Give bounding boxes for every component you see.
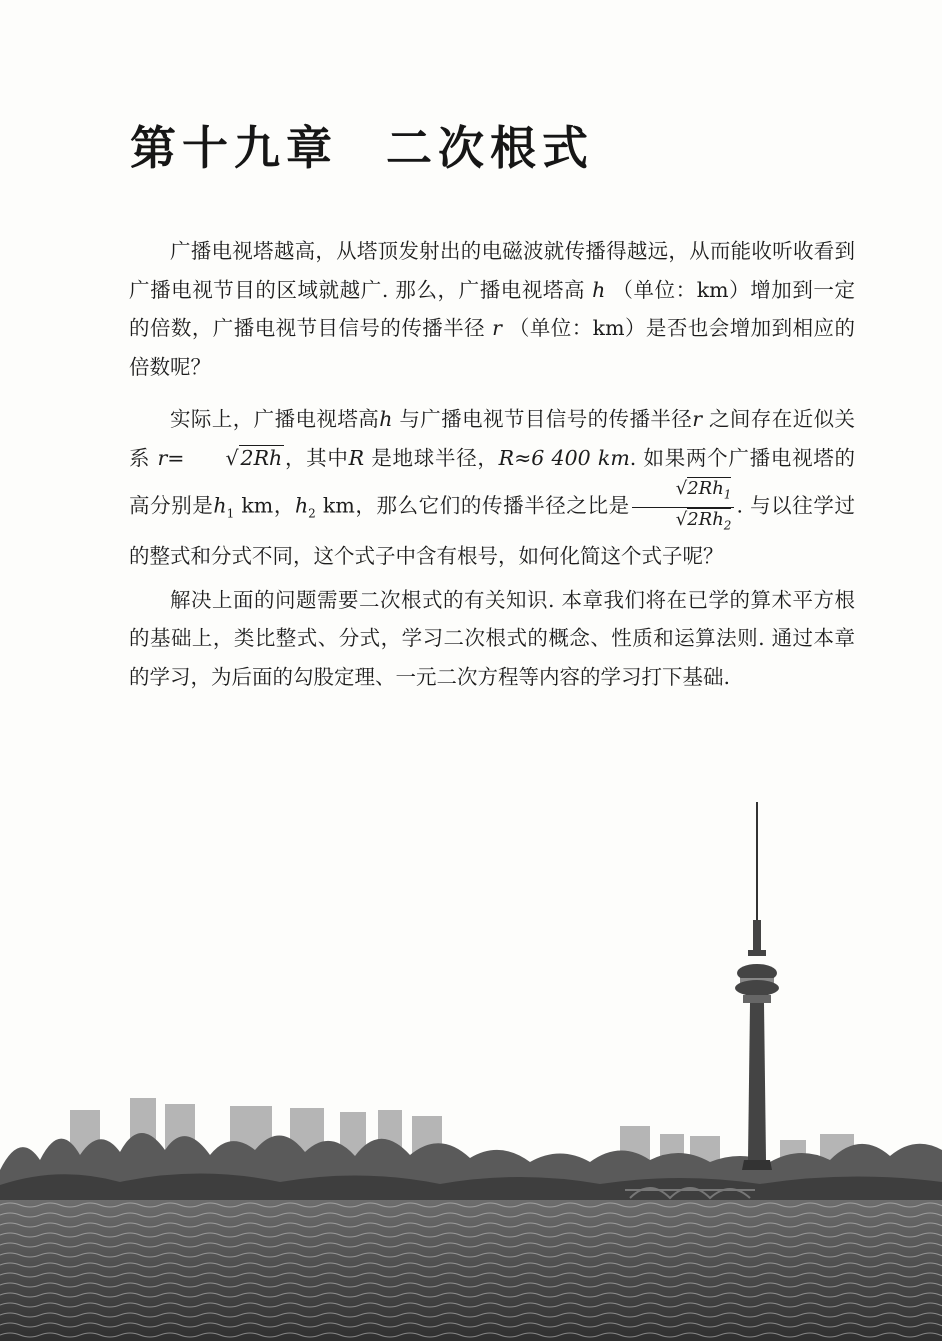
chapter-name: 二次根式 bbox=[386, 121, 594, 175]
sqrt-radicand: 2Rh bbox=[240, 445, 283, 470]
p2-text-a: 实际上，广播电视塔高 bbox=[170, 407, 380, 431]
var-r: r bbox=[492, 316, 502, 340]
tv-tower bbox=[735, 802, 779, 1170]
p2-text-e: 是地球半径， bbox=[371, 445, 499, 470]
var-h-2: h bbox=[379, 407, 393, 431]
var-h1: h bbox=[213, 493, 227, 518]
intro-paragraph-2 bbox=[129, 400, 855, 576]
lake-ripples bbox=[0, 1200, 942, 1341]
num-sub: 1 bbox=[723, 487, 732, 502]
p2-text-f: . 如果两个广播电视塔的高分别是 bbox=[129, 445, 856, 518]
var-R: R bbox=[348, 445, 365, 470]
num-radicand: 2Rh bbox=[687, 478, 724, 499]
p1-text-a: 广播电视塔越高，从塔顶发射出的电磁波就传播得越远，从而能收听收看到广播电视节目的区域就越广. 那么，广播电视塔高 bbox=[129, 239, 855, 302]
var-h2: h bbox=[294, 493, 309, 518]
earth-radius: R≈6 400 km bbox=[498, 445, 630, 470]
sqrt-formula: √2Rh bbox=[225, 445, 283, 470]
sub-1: 1 bbox=[226, 506, 235, 521]
chapter-number: 第十九章 bbox=[130, 121, 338, 175]
p1-text-c: （单位：km）是否也会增加到相应的倍数呢？ bbox=[129, 316, 855, 379]
den-radicand: 2Rh bbox=[687, 508, 724, 530]
intro-paragraph-3: 解决上面的问题需要二次根式的有关知识. 本章我们将在已学的算术平方根的基础上，类比整式、分式，学习二次根式的概念、性质和运算法则. 通过本章的学习，为后面的勾股定理、一元二次方程等内容的学习打下基础. bbox=[129, 587, 855, 689]
p1-text-b: （单位：km）增加到一定的倍数，广播电视节目信号的传播半径 bbox=[129, 277, 855, 340]
p2-text-h: km，那么它们的传播半径之比是 bbox=[315, 493, 630, 518]
p2-text-b: 与广播电视节目信号的传播半径 bbox=[399, 407, 693, 431]
fraction-denominator: $√2Rh_2$ bbox=[675, 508, 732, 533]
radius-ratio-fraction bbox=[632, 477, 735, 537]
intro-paragraph-1 bbox=[129, 232, 855, 386]
chapter-title bbox=[130, 112, 594, 178]
chapter-intro bbox=[129, 232, 855, 696]
p2-text-d: ，其中 bbox=[284, 445, 349, 470]
p2-text-i: . 与以往学过的整式和分式不同，这个式子中含有根号，如何化简这个式子呢？ bbox=[129, 493, 855, 569]
p2-text-c: 之间存在近似关系 bbox=[129, 407, 855, 470]
tv-tower-skyline-illustration bbox=[0, 790, 942, 1341]
var-r-2: r bbox=[692, 407, 703, 431]
var-h: h bbox=[592, 277, 606, 302]
fraction-numerator: $√2Rh_1$ bbox=[632, 477, 735, 508]
p2-text-g: km， bbox=[234, 493, 295, 518]
sub-2: 2 bbox=[308, 506, 316, 521]
den-sub: 2 bbox=[723, 518, 732, 533]
formula-lhs: r= bbox=[157, 445, 185, 470]
